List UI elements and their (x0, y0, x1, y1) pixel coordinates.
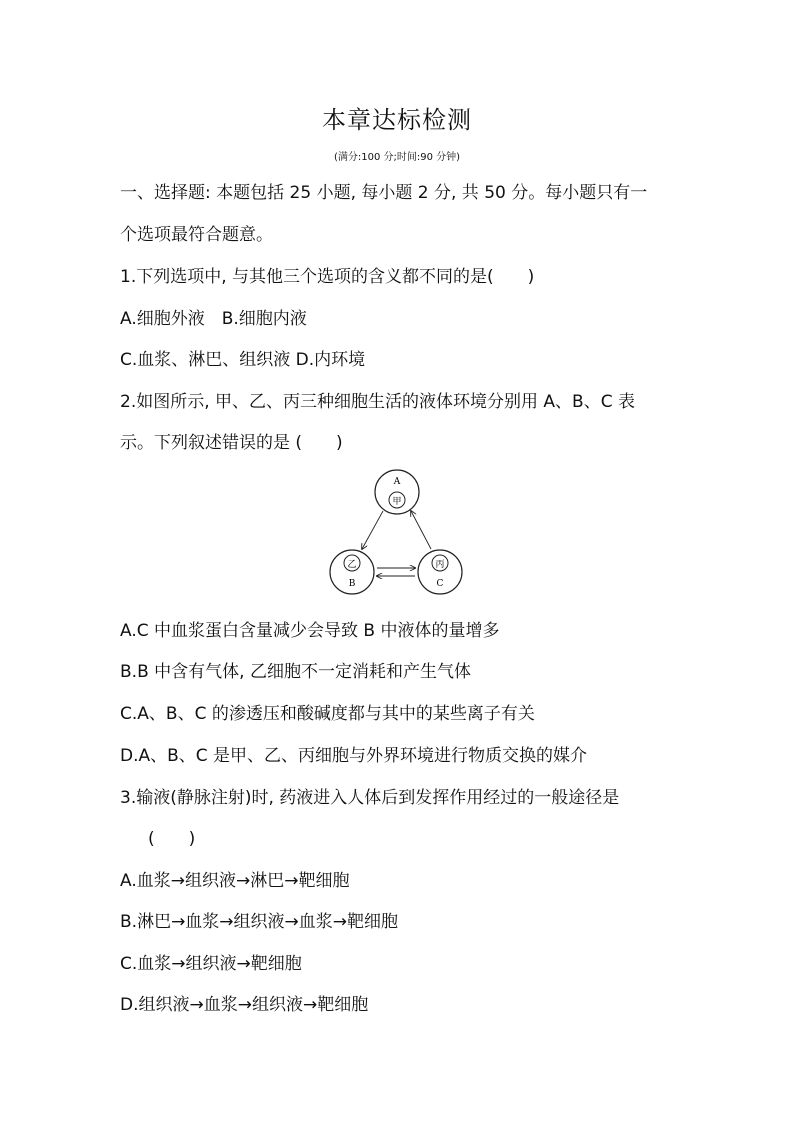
question-3-option-b: B.淋巴→血浆→组织液→血浆→靶细胞 (120, 912, 399, 932)
node-c-outer-label: C (436, 579, 444, 589)
fluid-environment-diagram (325, 465, 465, 601)
question-3-stem-line-2: ( ) (148, 829, 196, 849)
node-a (375, 470, 419, 514)
node-b-outer-label: B (348, 579, 356, 589)
exam-info: (满分:100 分;时间:90 分钟) (333, 152, 461, 163)
node-b (330, 550, 374, 594)
section-heading-line-1: 一、选择题: 本题包括 25 小题, 每小题 2 分, 共 50 分。每小题只有一 (120, 183, 648, 203)
arrow-a-to-b (362, 511, 383, 549)
node-a-inner-label: 甲 (392, 497, 402, 507)
question-1-options-row-2: C.血浆、淋巴、组织液 D.内环境 (120, 350, 366, 370)
node-b-inner-label: 乙 (347, 560, 357, 570)
question-3-option-c: C.血浆→组织液→靶细胞 (120, 954, 302, 974)
question-2-stem-line-1: 2.如图所示, 甲、乙、丙三种细胞生活的液体环境分别用 A、B、C 表 (120, 392, 635, 412)
arrow-c-to-a (411, 511, 431, 549)
question-2-option-c: C.A、B、C 的渗透压和酸碱度都与其中的某些离子有关 (120, 704, 535, 724)
question-2-option-a: A.C 中血浆蛋白含量减少会导致 B 中液体的量增多 (120, 621, 500, 641)
question-2-stem-line-2: 示。下列叙述错误的是 ( ) (120, 433, 343, 453)
question-3-stem-line-1: 3.输液(静脉注射)时, 药液进入人体后到发挥作用经过的一般途径是 (120, 788, 620, 808)
question-1-stem: 1.下列选项中, 与其他三个选项的含义都不同的是( ) (120, 267, 535, 287)
question-1-options-row-1: A.细胞外液 B.细胞内液 (120, 309, 307, 329)
question-3-option-a: A.血浆→组织液→淋巴→靶细胞 (120, 871, 350, 891)
question-2-option-b: B.B 中含有气体, 乙细胞不一定消耗和产生气体 (120, 662, 471, 682)
page-title: 本章达标检测 (322, 106, 472, 134)
node-c-inner-label: 丙 (435, 560, 445, 570)
node-c (418, 550, 462, 594)
node-a-outer-label: A (393, 477, 401, 487)
question-2-option-d: D.A、B、C 是甲、乙、丙细胞与外界环境进行物质交换的媒介 (120, 746, 588, 766)
question-3-option-d: D.组织液→血浆→组织液→靶细胞 (120, 995, 369, 1015)
section-heading-line-2: 个选项最符合题意。 (120, 225, 273, 245)
